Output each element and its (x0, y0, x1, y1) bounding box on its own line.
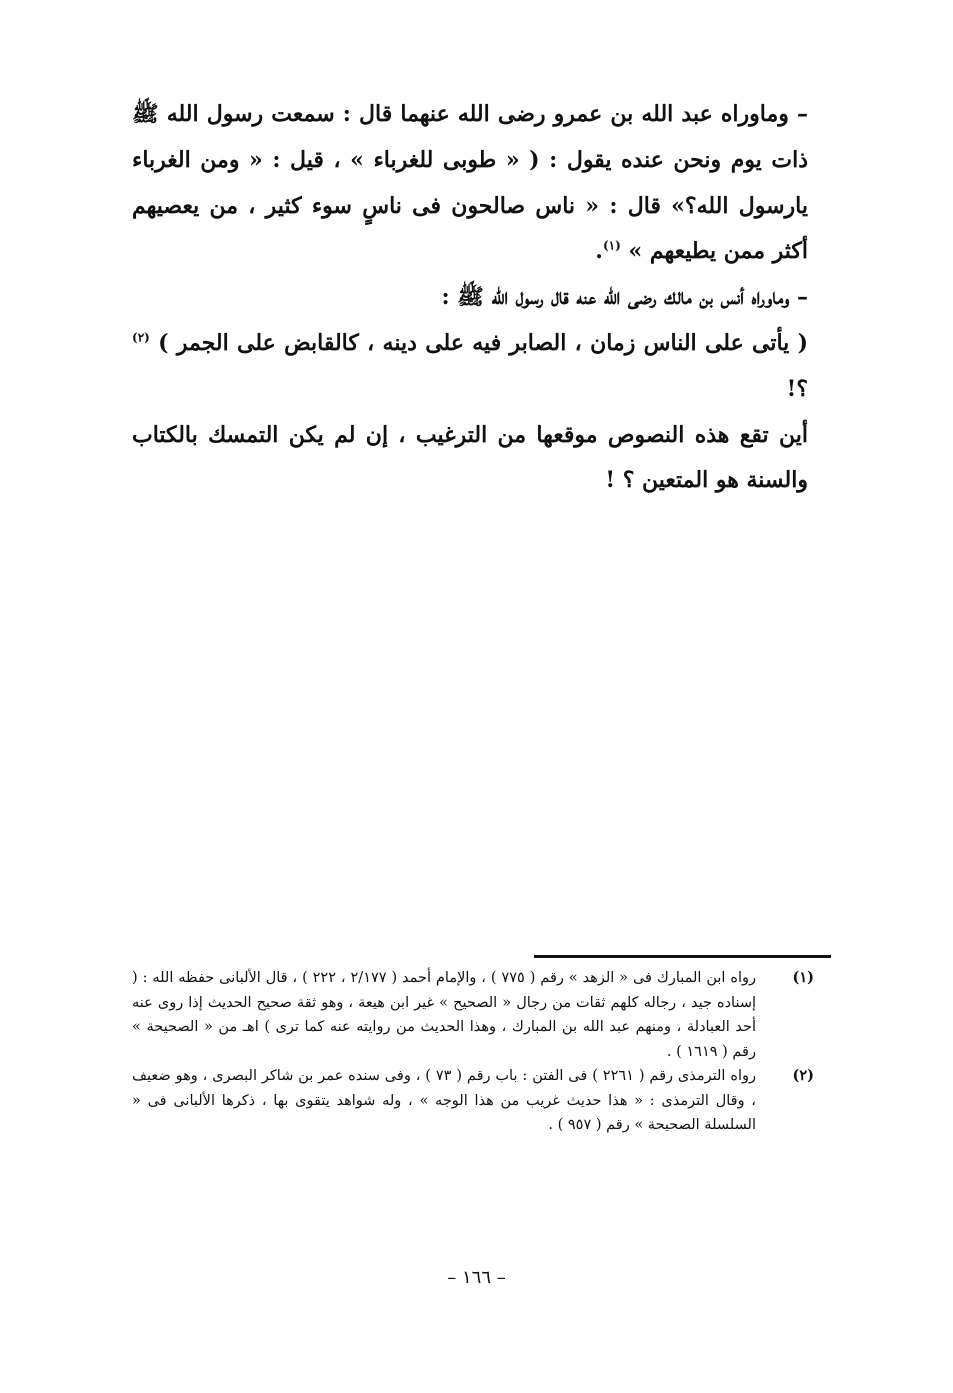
footnote-1 (132, 966, 818, 1064)
footnote-ref-2[interactable]: (٢) (132, 330, 150, 345)
paragraph-hadith-abdullah-text: – وماوراه عبد الله بن عمرو رضى الله عنهما قال : سمعت رسول الله ﷺ ذات يوم ونحن عنده يقول : ( « طوبى للغرباء » ، قيل : « ومن الغرباء يارسول الله؟» قال : « ناس صالحون فى ناسٍ سوء كثير ، من يعصيهم أكثر ممن يطيعهم » (132, 101, 809, 265)
page-number: – ١٦٦ – (447, 1267, 506, 1288)
footnote-2 (132, 1064, 818, 1138)
paragraph-end-mark: . (595, 238, 603, 265)
footnote-ref-1[interactable]: (١) (602, 239, 621, 254)
main-text-body (132, 92, 808, 504)
footnote-text: رواه الترمذى رقم ( ٢٢٦١ ) فى الفتن : باب رقم ( ٧٣ ) ، وفى سنده عمر بن شاكر البصرى ، وهو ضعيف ، وقال الترمذى : « هذا حديث غريب من هذا الوجه » ، وله شواهد يتقوى بها ، ذكرها الألبانى فى « السلسلة الصحيحة » رقم ( ٩٥٧ ) . (132, 1068, 756, 1133)
footnote-divider (534, 955, 831, 958)
footnote-number: (١) (792, 969, 814, 986)
paragraph-hadith-quote-text: ( يأتى على الناس زمان ، الصابر فيه على دينه ، كالقابض على الجمر ) (158, 329, 808, 356)
footnote-number: (٢) (792, 1067, 814, 1084)
footnote-text: رواه ابن المبارك فى « الزهد » رقم ( ٧٧٥ ) ، والإمام أحمد ( ٢/١٧٧ ، ٢٢٢ ) ، قال الألبانى حفظه الله : ( إسناده جيد ، رجاله كلهم ثقات من رجال « الصحيح » غير ابن هيعة ، وهو ثقة صحيح الحديث إذا روى عنه أحد العبادلة ، ومنهم عبد الله بن المبارك ، وهذا الحديث من روايته عنه كما ترى ) اهـ من « الصحيحة » رقم ( ١٦١٩ ) . (132, 970, 756, 1060)
paragraph-conclusion: أين تقع هذه النصوص موقعها من الترغيب ، إن لم يكن التمسك بالكتاب والسنة هو المتعين ؟ ! (132, 421, 808, 494)
question-exclaim-mark: ؟! (786, 375, 808, 402)
paragraph-hadith-abdullah (132, 92, 808, 275)
paragraph-hadith-anas: – وماوراه أنس بن مالك رضى الله عنه قال رسول الله ﷺ : (441, 284, 808, 311)
footnotes-section (132, 966, 818, 1138)
paragraph-hadith-quote (132, 321, 808, 413)
